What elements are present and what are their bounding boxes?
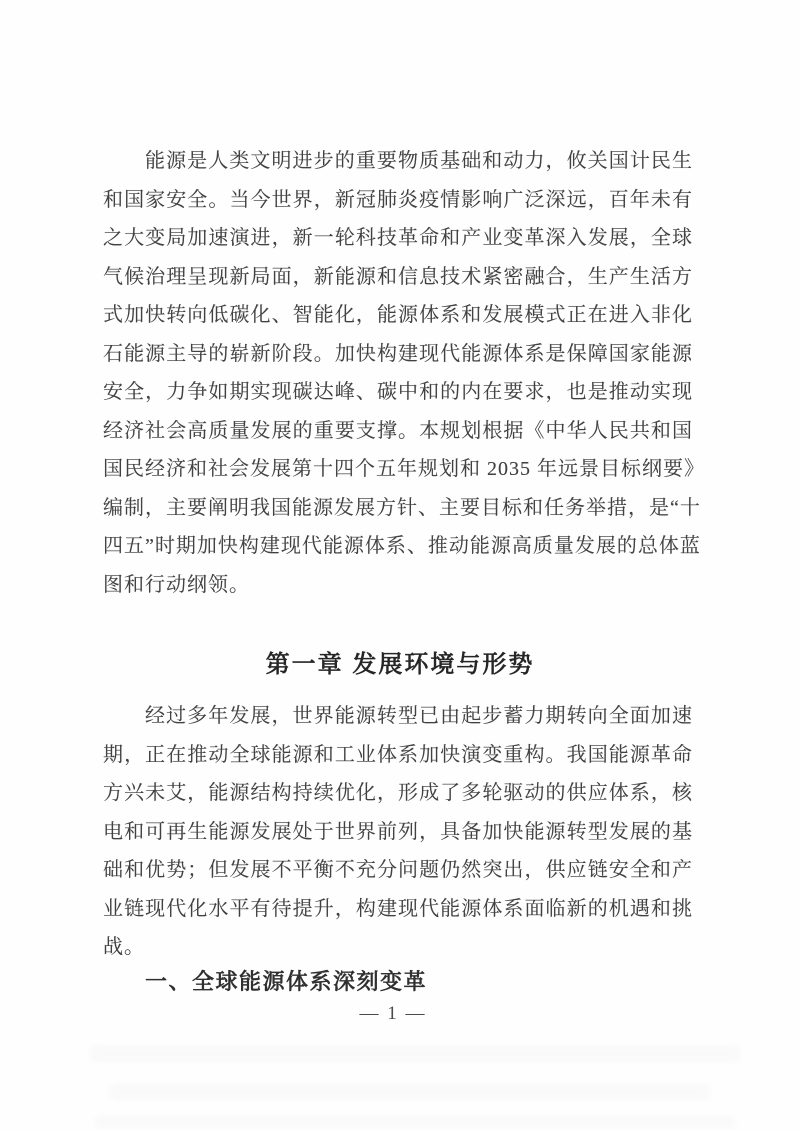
text-line: 经过多年发展，世界能源转型已由起步蓄力期转向全面加速 (145, 705, 693, 727)
text-line: 能源是人类文明进步的重要物质基础和动力，攸关国计民生 (145, 150, 693, 172)
text-line: 和国家安全。当今世界，新冠肺炎疫情影响广泛深远，百年未有 (103, 188, 693, 211)
text-line: 安全，力争如期实现碳达峰、碳中和的内在要求，也是推动实现 (103, 381, 693, 403)
text-line: 石能源主导的崭新阶段。加快构建现代能源体系是保障国家能源 (103, 342, 693, 365)
text-line: 式加快转向低碳化、智能化，能源体系和发展模式正在进入非化 (103, 304, 693, 326)
bleed-through-artifact (95, 1116, 735, 1128)
text-line: 之大变局加速演进，新一轮科技革命和产业变革深入发展，全球 (103, 227, 693, 249)
text-line: 四五”时期加快构建现代能源体系、推动能源高质量发展的总体蓝 (103, 535, 701, 557)
text-line: 图和行动纲领。 (103, 573, 250, 596)
section-heading: 一、全球能源体系深刻变革 (145, 969, 428, 994)
text-line: 战。 (103, 936, 145, 958)
bleed-through-artifact (90, 1046, 740, 1062)
chapter-heading: 第一章 发展环境与形势 (265, 651, 535, 678)
text-line: 业链现代化水平有待提升，构建现代能源体系面临新的机遇和挑 (103, 897, 693, 920)
text-line: 期，正在推动全球能源和工业体系加快演变重构。我国能源革命 (103, 743, 693, 766)
chapter-paragraph (103, 697, 693, 967)
text-line: 国民经济和社会发展第十四个五年规划和 2035 年远景目标纲要》 (103, 458, 705, 480)
text-line: 础和优势；但发展不平衡不充分问题仍然突出，供应链安全和产 (103, 859, 693, 881)
intro-paragraph (103, 142, 705, 604)
text-line: 电和可再生能源发展处于世界前列，具备加快能源转型发展的基 (103, 820, 693, 843)
text-line: 方兴未艾，能源结构持续优化，形成了多轮驱动的供应体系，核 (103, 782, 693, 804)
text-line: 气候治理呈现新局面，新能源和信息技术紧密融合，生产生活方 (103, 265, 693, 288)
page-number: — 1 — (359, 1003, 427, 1024)
text-line: 编制，主要阐明我国能源发展方针、主要目标和任务举措，是“十 (103, 496, 701, 519)
bleed-through-artifact (110, 1084, 710, 1100)
text-line: 经济社会高质量发展的重要支撑。本规划根据《中华人民共和国 (103, 419, 693, 442)
